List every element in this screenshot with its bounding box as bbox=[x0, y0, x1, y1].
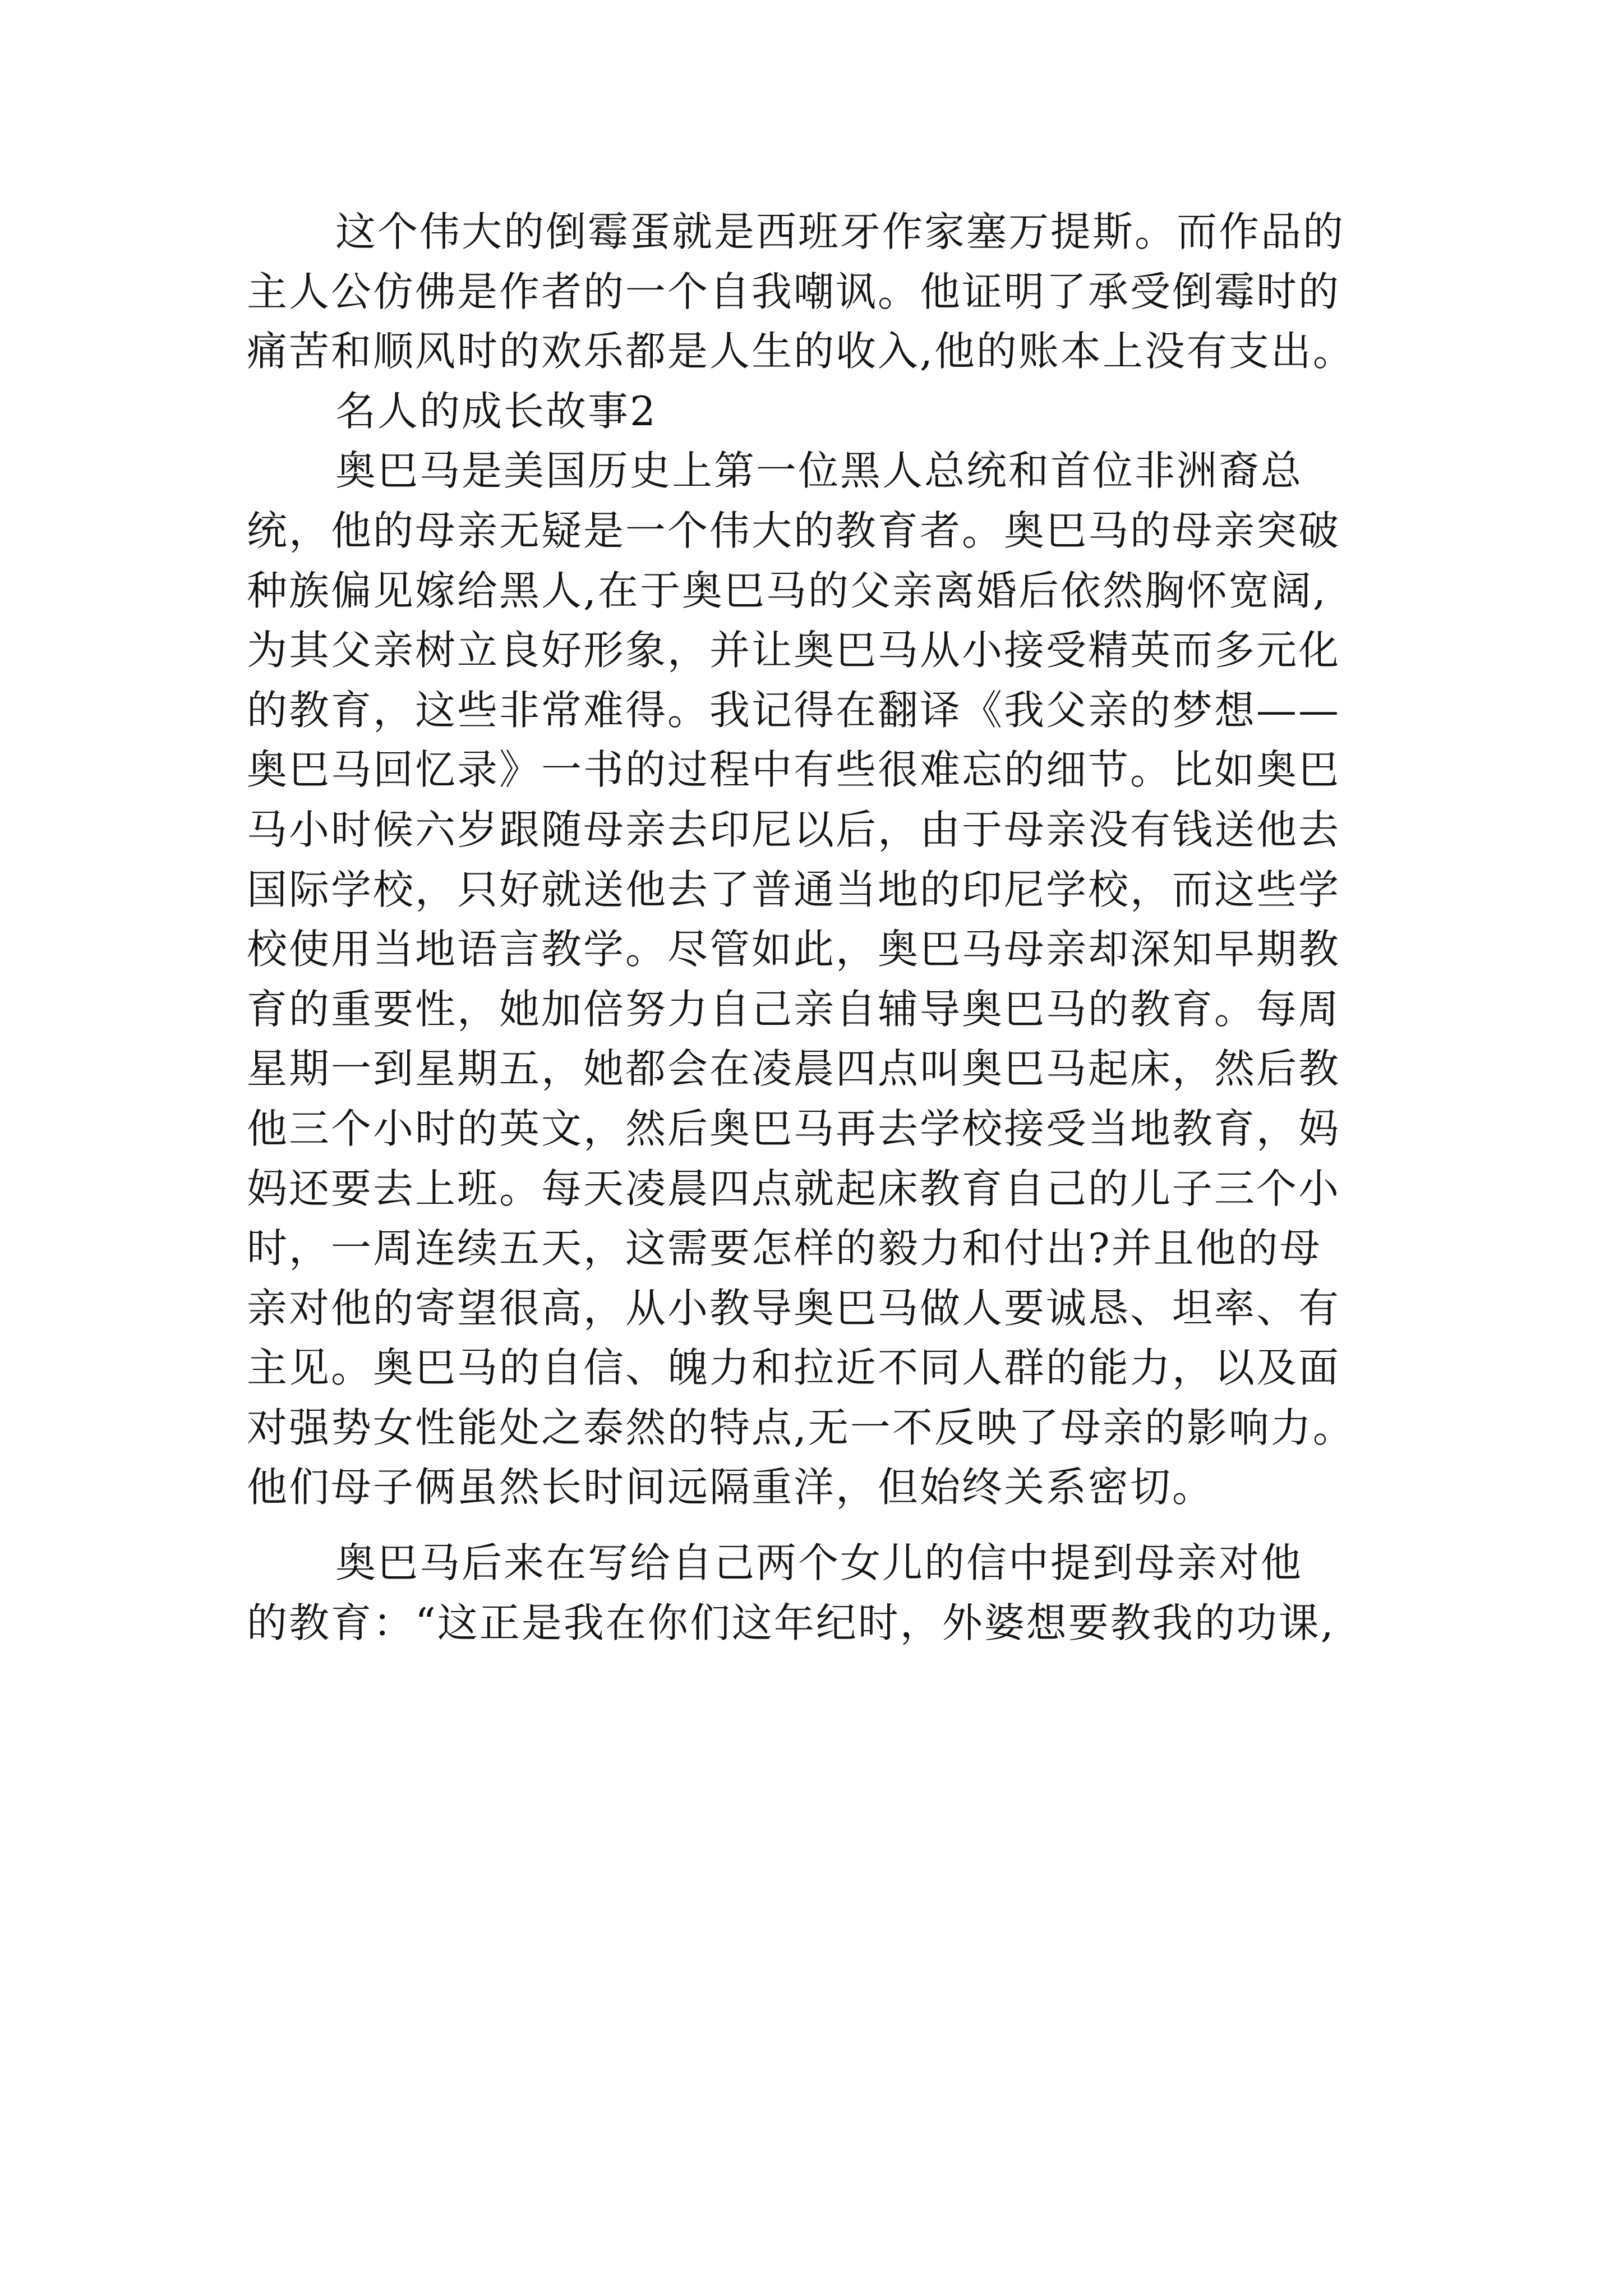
paragraph-spacer bbox=[247, 1517, 1413, 1533]
paragraph-line: 奥巴马回忆录》一书的过程中有些很难忘的细节。比如奥巴 bbox=[247, 746, 1341, 794]
paragraph-line: 育的重要性，她加倍努力自己亲自辅导奥巴马的教育。每周 bbox=[247, 985, 1341, 1033]
paragraph-line: 奥巴马后来在写给自己两个女儿的信中提到母亲对他 bbox=[335, 1539, 1303, 1587]
paragraph-line: 国际学校，只好就送他去了普通当地的印尼学校，而这些学 bbox=[247, 866, 1341, 913]
paragraph-line: 妈还要去上班。每天凌晨四点就起床教育自己的儿子三个小 bbox=[247, 1165, 1341, 1212]
paragraph-line: 他三个小时的英文，然后奥巴马再去学校接受当地教育，妈 bbox=[247, 1105, 1341, 1152]
paragraph-line: 种族偏见嫁给黑人,在于奥巴马的父亲离婚后依然胸怀宽阔, bbox=[247, 567, 1327, 614]
paragraph-line: 星期一到星期五，她都会在凌晨四点叫奥巴马起床，然后教 bbox=[247, 1045, 1341, 1093]
paragraph-line: 校使用当地语言教学。尽管如此，奥巴马母亲却深知早期教 bbox=[247, 926, 1341, 973]
paragraph-line: 为其父亲树立良好形象，并让奥巴马从小接受精英而多元化 bbox=[247, 627, 1341, 674]
paragraph-line: 主人公仿佛是作者的一个自我嘲讽。他证明了承受倒霉时的 bbox=[247, 268, 1341, 315]
section-heading: 名人的成长故事2 bbox=[335, 387, 657, 435]
paragraph-line: 的教育，这些非常难得。我记得在翻译《我父亲的梦想—— bbox=[247, 686, 1341, 734]
paragraph-line: 时，一周连续五天，这需要怎样的毅力和付出?并且他的母 bbox=[247, 1225, 1322, 1272]
paragraph-line: 马小时候六岁跟随母亲去印尼以后，由于母亲没有钱送他去 bbox=[247, 806, 1341, 853]
document-body bbox=[247, 202, 1413, 1653]
paragraph-line: 这个伟大的倒霉蛋就是西班牙作家塞万提斯。而作品的 bbox=[335, 208, 1345, 255]
paragraph-line: 统，他的母亲无疑是一个伟大的教育者。奥巴马的母亲突破 bbox=[247, 507, 1341, 554]
paragraph-line: 奥巴马是美国历史上第一位黑人总统和首位非洲裔总 bbox=[335, 447, 1303, 495]
paragraph-line: 主见。奥巴马的自信、魄力和拉近不同人群的能力，以及面 bbox=[247, 1344, 1341, 1392]
paragraph-line: 对强势女性能处之泰然的特点,无一不反映了母亲的影响力。 bbox=[247, 1404, 1355, 1451]
paragraph-line: 亲对他的寄望很高，从小教导奥巴马做人要诚恳、坦率、有 bbox=[247, 1284, 1341, 1332]
paragraph-line: 的教育：“这正是我在你们这年纪时，外婆想要教我的功课, bbox=[247, 1599, 1335, 1646]
paragraph-line: 痛苦和顺风时的欢乐都是人生的收入,他的账本上没有支出。 bbox=[247, 328, 1355, 375]
paragraph-line: 他们母子俩虽然长时间远隔重洋，但始终关系密切。 bbox=[247, 1464, 1215, 1511]
